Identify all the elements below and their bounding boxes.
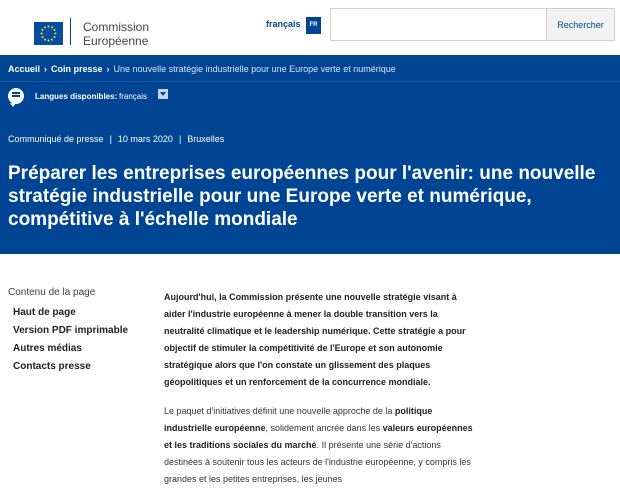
page-title: Préparer les entreprises européennes pour l'avenir: une nouvelle stratégie industrielle pour une Europe verte et numérique, compétitive à l'échelle mondiale (8, 163, 596, 230)
chevron-down-icon[interactable] (158, 89, 168, 99)
page-hero (0, 55, 620, 254)
search-button[interactable]: Rechercher (546, 8, 615, 41)
commission-logo[interactable] (10, 6, 70, 46)
brand-name (83, 20, 149, 48)
search-input[interactable] (330, 8, 546, 41)
press-meta: Communiqué de presse | 10 mars 2020 | Bruxelles (8, 134, 225, 144)
brand-line-2: Européenne (83, 34, 149, 48)
toc-item-media[interactable]: Autres médias (13, 343, 82, 354)
breadcrumb-press-corner[interactable]: Coin presse (51, 64, 103, 74)
breadcrumb (8, 64, 396, 74)
breadcrumb-home[interactable]: Accueil (8, 64, 41, 74)
language-code-badge[interactable]: FR (306, 17, 321, 34)
press-date: 10 mars 2020 (117, 134, 173, 144)
press-type: Communiqué de presse (8, 134, 104, 144)
language-selector-link[interactable]: français (266, 19, 301, 29)
press-place: Bruxelles (187, 134, 225, 144)
paragraph-emphasis: politique industrielle européenne (164, 406, 433, 433)
site-header (0, 0, 620, 55)
paragraph-emphasis: valeurs européennes et les traditions sociales du marché (164, 423, 473, 450)
chevron-right-icon: › (44, 64, 48, 74)
breadcrumb-current: Une nouvelle stratégie industrielle pour une Europe verte et numérique (113, 64, 396, 74)
eu-flag-icon (34, 22, 63, 45)
article-lead: Aujourd'hui, la Commission présente une nouvelle stratégie visant à aider l'industrie européenne à mener la double transition vers la neutralité climatique et le leadership numérique. Cette stratégie a pour objectif de stimuler la compétitivité de l'Europe et son autonomie stratégique alors que l'on constate un glissement des plaques géopolitiques et un renforcement de la concurrence mondiale. (164, 292, 466, 387)
chevron-right-icon: › (106, 64, 110, 74)
paragraph-text: . Il présente une série d'actions destinées à soutenir tous les acteurs de l'industrie européenne, y compris les grandes et les petites entreprises, les jeunes (164, 440, 471, 484)
logo-divider (70, 18, 71, 45)
chat-bubble-icon (8, 88, 24, 104)
breadcrumb-divider (0, 81, 620, 82)
article-body (164, 289, 476, 488)
paragraph-text: Le paquet d'initiatives définit une nouvelle approche de la (164, 406, 395, 416)
paragraph-text: , solidement ancrée dans les (265, 423, 383, 433)
available-languages-value: français (119, 92, 148, 101)
toc-item-contacts[interactable]: Contacts presse (13, 361, 91, 372)
toc-title: Contenu de la page (8, 287, 96, 298)
brand-line-1: Commission (83, 20, 150, 34)
article-paragraph (164, 403, 476, 488)
available-languages-label: Langues disponibles: (35, 92, 118, 101)
toc-item-top[interactable]: Haut de page (13, 307, 76, 318)
toc-item-pdf[interactable]: Version PDF imprimable (13, 325, 129, 336)
